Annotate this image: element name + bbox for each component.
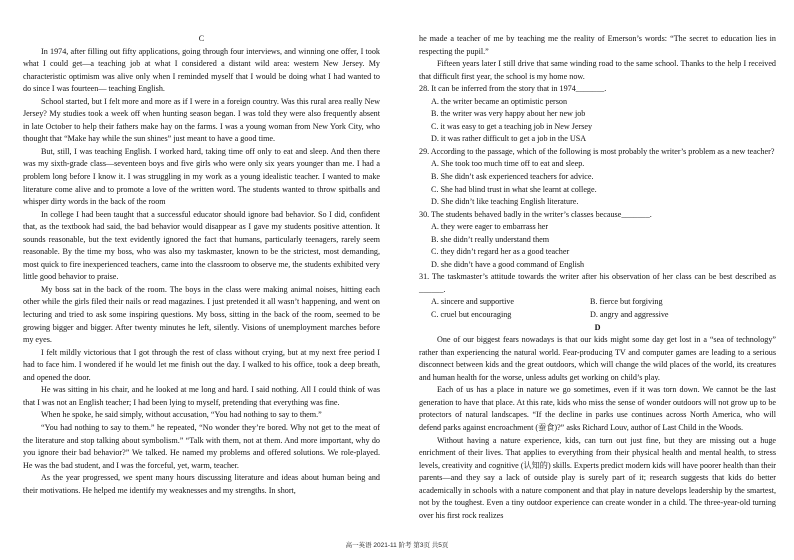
question-29-stem: 29. According to the passage, which of the following is most probably the writer’s problem as a new teacher? [419, 146, 775, 156]
passage-c-paragraph: School started, but I felt more and more as if I were in a foreign country. Was this rural area really New Jersey? My studies took a week off when hunting season began. I was told they were also frequently absent in late October to help their fathers make hay on the farms. I was a young woman from New York City, who thought that “Make hay while the sun shines” just meant to have a good time. [23, 96, 380, 144]
left-column [23, 33, 380, 497]
page-footer: 高一英语 2021-11 阶考 第3页 共5页 [345, 542, 449, 549]
section-heading-c: C [198, 34, 205, 43]
question-30-option-c[interactable]: C. they didn’t regard her as a good teacher [431, 247, 570, 257]
question-31-option-a[interactable]: A. sincere and supportive [431, 297, 515, 307]
question-31-options-row-2 [419, 309, 776, 322]
passage-d-paragraph: Without having a nature experience, kids, can turn out just fine, but they are missing out a huge enrichment of their lives. That applies to everything from their physical health and mental health, to stress levels, creativity and cognitive (认知的) skills. Experts predict modern kids will have poorer health than their parents—and they say a lack of outside play is surely part of it; research suggests that kids do better academically in schools with a nature component and that play in nature develops leadership by the smartest, not by the toughest. Even a tiny outdoor experience can create wonder in a child. The three-year-old turning over his first rock realizes [419, 435, 776, 520]
question-31-option-c[interactable]: C. cruel but encouraging [431, 310, 512, 320]
question-28-option-c[interactable]: C. it was easy to get a teaching job in New Jersey [431, 121, 593, 131]
section-heading-d [419, 322, 776, 335]
passage-c-paragraph: In college I had been taught that a successful educator should ignore bad behavior. So I did, confident that, as the textbook had said, the bad behavior would disappear as I gave my students positive attention. It sounds reasonable, but the text evidently ignored the fact that humans, particularly teenagers, rarely seem reasonable. By the time my boss, who was also my taskmaster, known to be the strictest, most demanding, most quick to fire inexperienced teachers, came into the classroom to observe me, the students exhibited very little good behavior to praise. [23, 209, 380, 282]
passage-c-paragraph: I felt mildly victorious that I got through the rest of class without crying, but at my next free period I had to face him. I wondered if he would let me finish out the day. I walked to his office, took a deep breath, and opened the door. [23, 347, 380, 382]
passage-c-final-paragraph: Fifteen years later I still drive that same winding road to the same school. Thanks to the help I received that difficult first year, the school is my home now. [419, 59, 776, 81]
passage-c-paragraph: When he spoke, he said simply, without accusation, “You had nothing to say to them.” [41, 410, 322, 420]
passage-c-paragraph: He was sitting in his chair, and he looked at me long and hard. I said nothing. All I could think of was that I was not an English teacher; I had been lying to myself, pretending that everything was fine. [23, 385, 380, 407]
passage-c-paragraph: As the year progressed, we spent many hours discussing literature and ideas about human being and their motivations. He helped me identify my weaknesses and my strengths. In short, [23, 473, 380, 495]
question-30-option-d[interactable]: D. she didn’t have a good command of English [431, 259, 585, 269]
question-28-option-d[interactable]: D. it was rather difficult to get a job in the USA [431, 134, 587, 144]
question-28-option-a[interactable]: A. the writer became an optimistic person [431, 96, 568, 106]
question-29-option-a[interactable]: A. She took too much time off to eat and sleep. [431, 159, 585, 169]
question-28-stem: 28. It can be inferred from the story that in 1974_______. [419, 84, 607, 94]
question-30-option-a[interactable]: A. they were eager to embarrass her [431, 222, 549, 232]
passage-c-paragraph: In 1974, after filling out fifty applications, going through four interviews, and winning one offer, I took what I could get—a teaching job at what I considered a distant wild area: western New Jersey. My characteristic optimism was alive only when I reminded myself that I would be doing what I had wanted to do since I was fourteen— teaching English. [23, 46, 380, 94]
passage-c-paragraph: But, still, I was teaching English. I worked hard, taking time off only to eat and sleep. And then there was my sixth-grade class—seventeen boys and five girls who were only six years younger than me. I had a problem long before I know it. I was struggling in my work as a young idealistic teacher. I wanted to make literature come alive and to promote a love of the written word. The students wanted to throw spitballs and whisper dirty words in the back of the room [23, 146, 380, 207]
passage-c-paragraph: My boss sat in the back of the room. The boys in the class were making animal noises, hitting each other while the girls filed their nails or read magazines. I just pretended it all wasn’t happening, and went on lecturing and tried to ask some inspiring questions. My boss, sitting in the back of the room, seemed to be growing bigger and bigger. After twenty minutes he left, silently. Visions of unemployment marches before my eyes. [23, 284, 380, 345]
passage-d-paragraph: Each of us has a place in nature we go sometimes, even if it was torn down. We cannot be the last generation to have that place. At this rate, kids who miss the sense of wonder outdoors will not grow up to be protectors of natural landscapes. “If the decline in parks use continues across North America, who will defend parks against encroachment (蚕食)?” asks Richard Louv, author of Last Child in the Woods. [419, 385, 776, 432]
passage-d-paragraph: One of our biggest fears nowadays is that our kids might some day get lost in a “sea of technology” rather than experiencing the natural world. Fear-producing TV and computer games are leading to a serious disconnect between kids and the great outdoors, which will change the wild places of the world, its creatures and human health for the worse, unless adults get working on child’s play. [419, 335, 776, 382]
question-31-stem: 31. The taskmaster’s attitude towards the writer after his observation of her class can be best described as ______. [419, 272, 776, 294]
question-30-option-b[interactable]: B. she didn’t really understand them [431, 234, 550, 244]
question-31-option-b[interactable]: B. fierce but forgiving [590, 297, 663, 307]
question-31-options-row-1 [419, 296, 776, 309]
passage-c-paragraph: “You had nothing to say to them.” he repeated, “No wonder they’re bored. Why not get to the meat of the literature and stop talking about symbolism.” “Talk with them, not at them. And more important, why do you ignore their bad behavior?” We talked. He named my problems and offered solutions. We role-played. He was the bad student, and I was the forceful, yet, warm, teacher. [23, 422, 380, 470]
question-28-option-b[interactable]: B. the writer was very happy about her new job [431, 109, 586, 119]
question-29-option-c[interactable]: C. She had blind trust in what she learnt at college. [431, 184, 597, 194]
question-29-option-d[interactable]: D. She didn’t like teaching English literature. [431, 197, 579, 207]
section-heading-d-text: D [594, 322, 601, 332]
passage-c-continuation: he made a teacher of me by teaching me the reality of Emerson’s words: “The secret to education lies in respecting the pupil.” [419, 34, 776, 56]
question-29-option-b[interactable]: B. She didn’t ask experienced teachers for advice. [431, 172, 594, 182]
question-31-option-d[interactable]: D. angry and aggressive [590, 310, 669, 320]
question-30-stem: 30. The students behaved badly in the writer’s classes because_______. [419, 209, 652, 219]
right-column [419, 33, 776, 522]
